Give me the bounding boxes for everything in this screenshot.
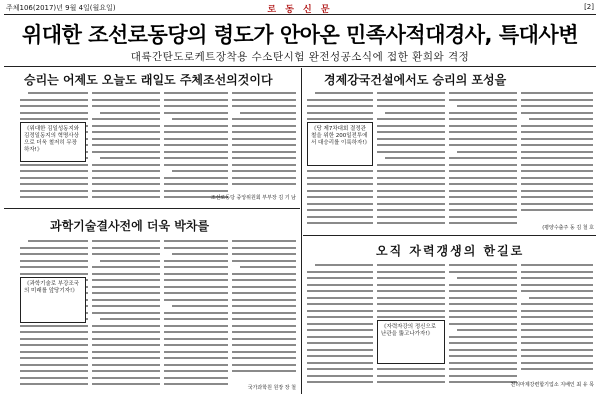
main-headline: 위대한 조선로동당의 령도가 안아온 민족사적대경사, 특대사변 [22, 23, 578, 47]
article-body-2d [521, 92, 593, 218]
article-body-3b [92, 240, 160, 390]
article-title-2: 경제강국건설에서도 승리의 포성을 [324, 73, 507, 87]
horizontal-rule [4, 66, 596, 67]
article-body-2c [449, 92, 517, 230]
article-body-3c [164, 240, 228, 390]
article-signature-4: 천리마제강련합기업소 지배인 최 유 목 [510, 382, 594, 388]
masthead [4, 2, 596, 15]
paper-name: 로 동 신 문 [267, 5, 333, 15]
article-body-1b [92, 92, 160, 204]
section-rule-right [303, 235, 596, 236]
article-quote-box-4: 《자력자강의 정신으로 난관을 뚫고나가자!》 [377, 320, 445, 364]
article-quote-box-3: 《과학기술로 부강조국의 미래를 앞당기자!》 [20, 277, 86, 323]
article-body-1d [232, 92, 296, 192]
article-quote-box-1: 《위대한 김일성동지와 김정일동지의 혁명사상으로 더욱 철저히 무장하자!》 [20, 122, 86, 162]
article-body-2b [377, 92, 445, 230]
section-rule-left [4, 208, 300, 209]
issue-date: 주체106(2017)년 9월 4일(월요일) [6, 4, 116, 12]
page-number: [2] [584, 3, 594, 11]
article-body-1c [164, 92, 228, 204]
article-body-3d [232, 240, 296, 380]
article-title-3: 과학기술결사전에 더욱 박차를 [50, 219, 210, 233]
article-body-4c [449, 264, 517, 390]
article-quote-box-2: 《당 제7차대회 결정관철을 위한 200일전투에서 대승리를 이룩하자!》 [307, 122, 373, 166]
article-signature-2: (평양수출주 동 김 철 호 [542, 225, 594, 231]
article-body-4 [307, 264, 373, 390]
sub-headline: 대륙간탄도로케트장착용 수소탄시험 완전성공소식에 접한 환희와 격정 [130, 51, 470, 63]
article-signature-3: 국가과학원 원장 장 철 [247, 385, 296, 391]
article-signature-1: 조선로동당 중앙위원회 부부장 김 기 남 [210, 195, 296, 201]
article-title-1: 승리는 어제도 오늘도 래일도 주체조선의것이다 [24, 73, 273, 87]
center-column-rule [301, 68, 302, 394]
article-title-4: 오직 자력갱생의 한길로 [376, 244, 525, 258]
newspaper-page [4, 2, 596, 398]
article-body-4d [521, 264, 593, 376]
